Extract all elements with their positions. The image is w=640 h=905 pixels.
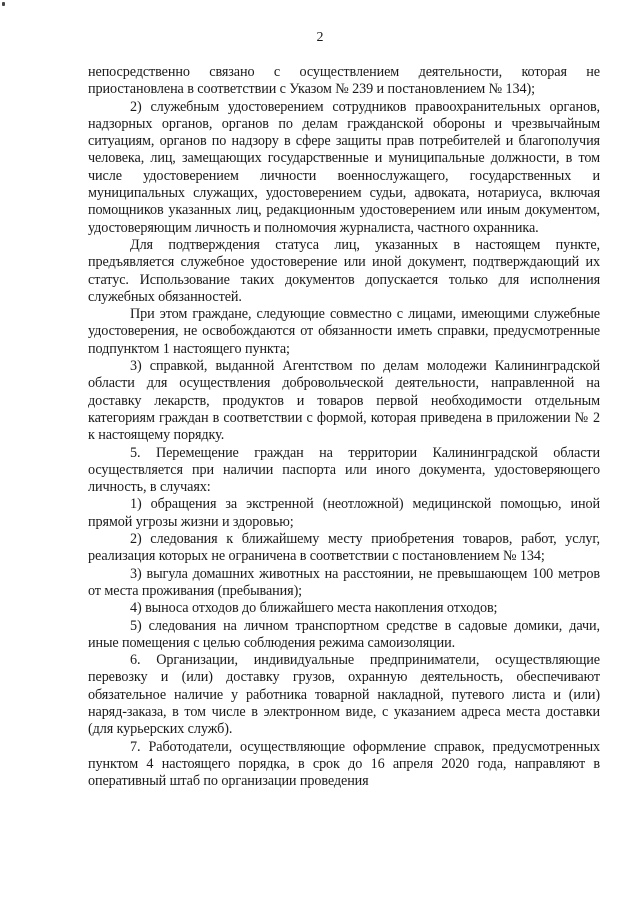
paragraph-case-5: 5) следования на личном транспортном средстве в садовые домики, дачи, иные помещения с целью соблюдения режима самоизоляции. [88, 617, 600, 651]
paragraph-case-2: 2) следования к ближайшему месту приобретения товаров, работ, услуг, реализация которых не ограничена в соответствии с постановлением № 134; [88, 531, 600, 565]
document-body [88, 64, 600, 790]
paragraph-section-5: 5. Перемещение граждан на территории Калининградской области осуществляется при наличии паспорта или иного документа, удостоверяющего личность, в случаях: [88, 444, 600, 496]
paragraph-case-1: 1) обращения за экстренной (неотложной) медицинской помощью, иной прямой угрозы жизни и здоровью; [88, 496, 600, 530]
paragraph-section-6: 6. Организации, индивидуальные предприниматели, осуществляющие перевозку и (или) доставку грузов, охранную деятельность, обеспечивают обязательное наличие у работника товарной накладной, путевого листа и (или) наряд-заказа, в том числе в электронном виде, с указанием адреса места доставки (для курьерских служб). [88, 652, 600, 738]
paragraph-status-confirmation: Для подтверждения статуса лиц, указанных в настоящем пункте, предъявляется служебное удостоверение или иной документ, подтверждающий их статус. Использование таких документов допускается только для исполнения служебных обязанностей. [88, 236, 600, 305]
paragraph-case-3: 3) выгула домашних животных на расстоянии, не превышающем 100 метров от места проживания (пребывания); [88, 565, 600, 599]
scan-speck [2, 2, 5, 6]
page-number: 2 [316, 30, 324, 45]
paragraph-item-2: 2) служебным удостоверением сотрудников правоохранительных органов, надзорных органов, органов по делам гражданской обороны и чрезвычайным ситуациям, органов по надзору в сфере защиты прав потребителей и благополучия человека, лиц, замещающих государственные и муниципальные должности, в том числе удостоверением личности военнослужащего, государственных и муниципальных служащих, удостоверением судьи, адвоката, нотариуса, включая помощников указанных лиц, редакционным удостоверением или иным документом, удостоверяющим личность и полномочия журналиста, частного охранника. [88, 98, 600, 236]
paragraph-accompanying-citizens: При этом граждане, следующие совместно с лицами, имеющими служебные удостоверения, не освобождаются от обязанности иметь справки, предусмотренные подпунктом 1 настоящего пункта; [88, 306, 600, 357]
paragraph-case-4: 4) выноса отходов до ближайшего места накопления отходов; [130, 600, 498, 617]
paragraph-item-3: 3) справкой, выданной Агентством по делам молодежи Калининградской области для осуществления добровольческой деятельности, направленной на доставку лекарств, продуктов и товаров первой необходимости отдельным категориям граждан в соответствии с формой, которая приведена в приложении № 2 к настоящему порядку. [88, 358, 600, 444]
paragraph-continuation: непосредственно связано с осуществлением деятельности, которая не приостановлена в соответствии с Указом № 239 и постановлением № 134); [88, 64, 600, 98]
paragraph-section-7: 7. Работодатели, осуществляющие оформление справок, предусмотренных пунктом 4 настоящего порядка, в срок до 16 апреля 2020 года, направляют в оперативный штаб по организации проведения [88, 738, 600, 790]
